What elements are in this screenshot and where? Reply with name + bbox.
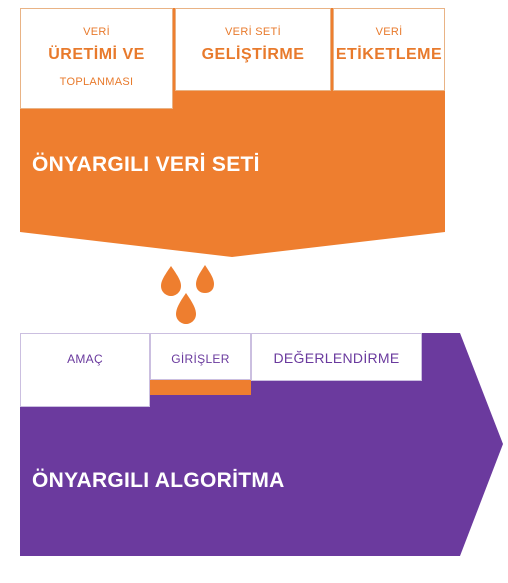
evaluation-box <box>251 333 422 381</box>
inputs-label: GİRİŞLER <box>171 352 230 366</box>
dataset-development-box <box>175 8 331 91</box>
evaluation-label: DEĞERLENDİRME <box>273 350 400 366</box>
inputs-highlight-bar <box>150 380 251 395</box>
biased-algorithm-title: ÖNYARGILI ALGORİTMA <box>32 469 285 492</box>
data-labeling-box <box>333 8 445 91</box>
data-generation-box <box>20 8 173 109</box>
objective-box <box>20 333 150 407</box>
dataset-development-line1: VERİ SETİ <box>225 26 281 38</box>
data-generation-line1: VERİ <box>83 26 110 38</box>
data-generation-line3: TOPLANMASI <box>59 76 134 88</box>
biased-dataset-title: ÖNYARGILI VERİ SETİ <box>32 153 260 176</box>
data-generation-line2: ÜRETİMİ VE <box>48 46 145 63</box>
data-labeling-line2: ETİKETLEME <box>335 46 443 63</box>
objective-label: AMAÇ <box>67 352 103 366</box>
dataset-development-line2: GELİŞTİRME <box>201 46 305 63</box>
data-labeling-line1: VERİ <box>375 26 403 38</box>
drops-icon <box>161 265 214 324</box>
inputs-box <box>150 333 251 380</box>
